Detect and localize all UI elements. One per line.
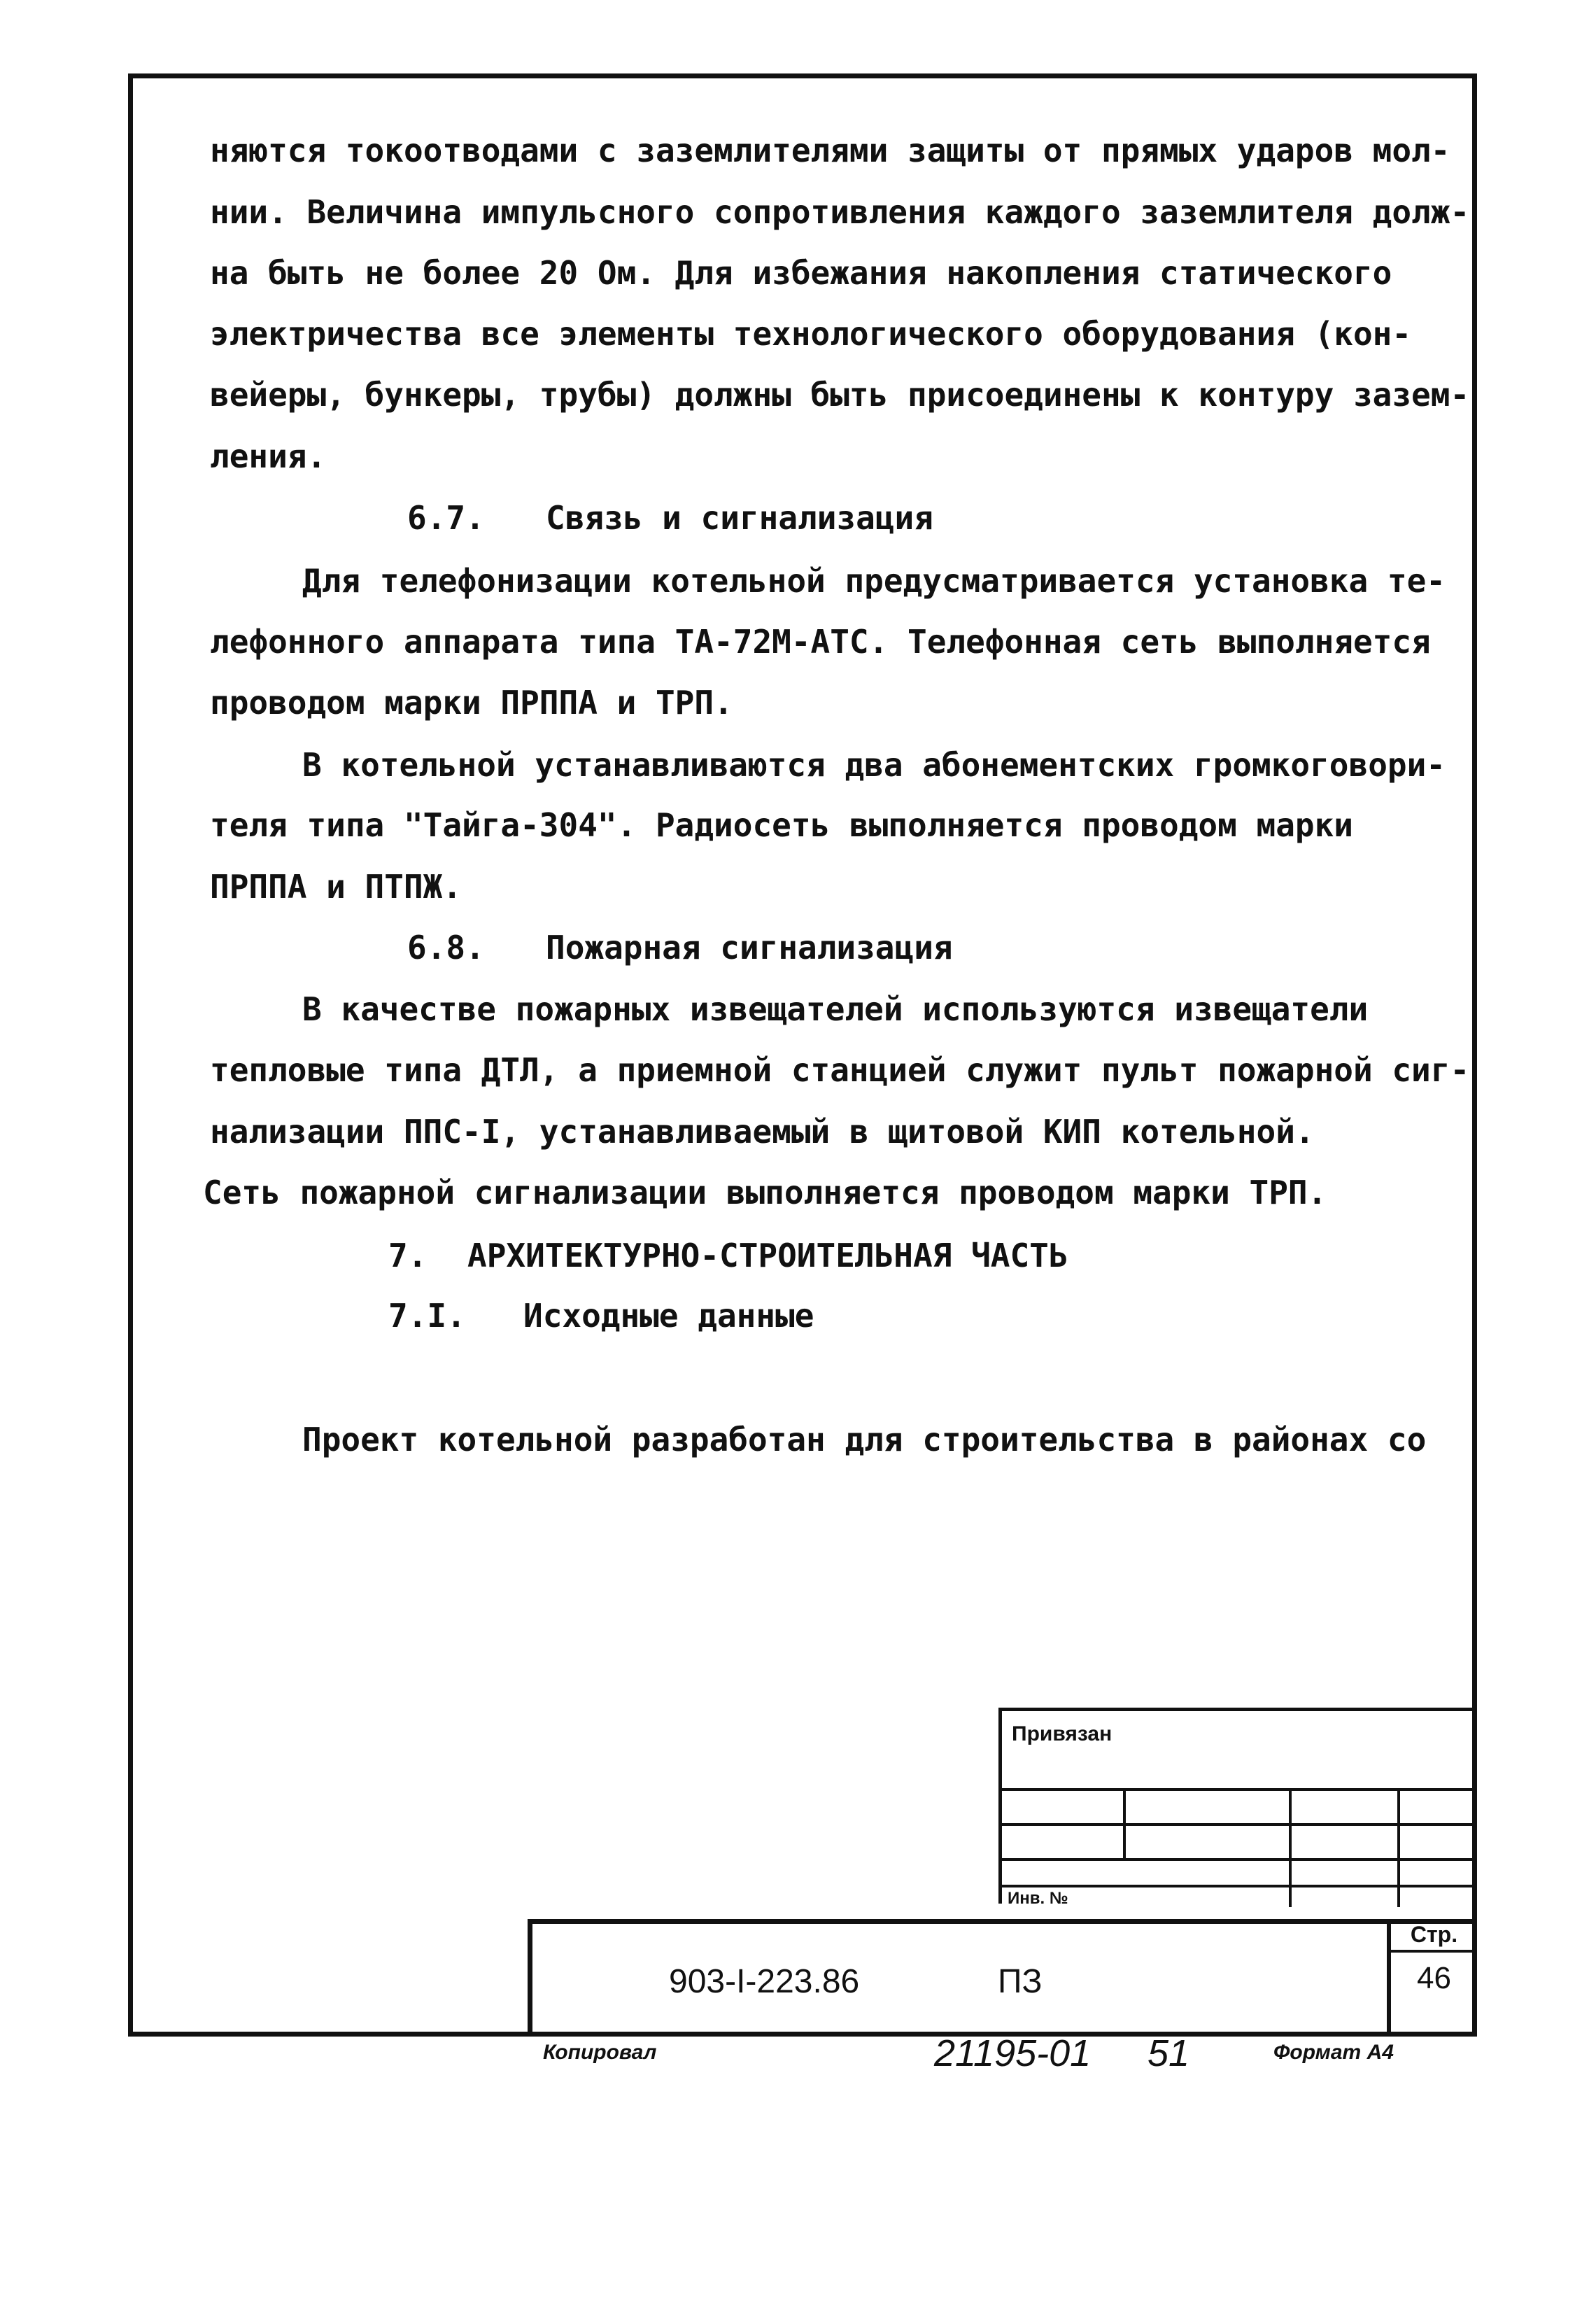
stamp-row-line <box>1002 1885 1477 1887</box>
section-6-7-title: Связь и сигнализация <box>546 499 933 537</box>
page-number-cell <box>1387 1919 1477 2037</box>
section-7-number: 7. <box>388 1237 428 1274</box>
section-6-7-number: 6.7. <box>407 499 485 537</box>
section-6-7-line-3: проводом марки ПРППА и ТРП. <box>210 684 733 722</box>
body-line-4: электричества все элементы технологического оборудования (кон- <box>210 315 1412 353</box>
section-6-7-line-1: Для телефонизации котельной предусматривается установка те- <box>302 562 1446 600</box>
stamp-row-line <box>1002 1823 1477 1826</box>
inventory-number-label: Инв. № <box>1008 1889 1068 1908</box>
title-block <box>528 1919 1477 2037</box>
document-type: ПЗ <box>998 1963 1043 2000</box>
stamp-col-line <box>1397 1788 1400 1907</box>
binding-stamp <box>998 1708 1477 1908</box>
copied-by-label: Копировал <box>543 2041 657 2064</box>
privyazan-label: Привязан <box>1012 1722 1113 1745</box>
section-6-7-line-5: теля типа "Тайга-304". Радиосеть выполняется проводом марки <box>210 806 1353 844</box>
page-label: Стр. <box>1391 1919 1477 1953</box>
section-7-1-line: Проект котельной разработан для строительства в районах со <box>302 1421 1427 1458</box>
stamp-col-line <box>1289 1788 1292 1907</box>
body-line-3: на быть не более 20 Ом. Для избежания накопления статического <box>210 254 1392 292</box>
section-6-7-line-2: лефонного аппарата типа ТА-72М-АТС. Телефонная сеть выполняется <box>210 623 1431 661</box>
sheet-number: 51 <box>1147 2032 1190 2074</box>
body-line-1: няются токоотводами с заземлителями защиты от прямых ударов мол- <box>210 132 1450 169</box>
section-6-8-line-3: нализации ППС-I, устанавливаемый в щитовой КИП котельной. <box>210 1113 1315 1151</box>
section-7-1-title: Исходные данные <box>523 1297 814 1335</box>
section-6-7-line-6: ПРППА и ПТПЖ. <box>210 868 462 906</box>
section-6-8-line-1: В качестве пожарных извещателей используются извещатели <box>302 990 1369 1028</box>
body-line-5: вейеры, бункеры, трубы) должны быть присоединены к контуру зазем- <box>210 376 1470 414</box>
section-6-8-line-4: Сеть пожарной сигнализации выполняется проводом марки ТРП. <box>203 1174 1327 1211</box>
body-line-6: ления. <box>210 437 327 475</box>
order-number: 21195-01 <box>934 2032 1092 2074</box>
section-6-8-number: 6.8. <box>407 929 485 966</box>
section-7-1-number: 7.I. <box>388 1297 466 1335</box>
section-6-7-line-4: В котельной устанавливаются два абонементских громкоговори- <box>302 746 1446 784</box>
page-number: 46 <box>1417 1961 1451 1995</box>
stamp-row-line <box>1002 1858 1477 1861</box>
format-label: Формат А4 <box>1273 2041 1394 2064</box>
body-line-2: нии. Величина импульсного сопротивления каждого заземлителя долж- <box>210 193 1470 231</box>
stamp-row-line <box>1002 1788 1477 1791</box>
section-6-8-line-2: тепловые типа ДТЛ, а приемной станцией служит пульт пожарной сиг- <box>210 1051 1470 1089</box>
stamp-col-line <box>1123 1788 1126 1858</box>
section-6-8-title: Пожарная сигнализация <box>546 929 953 966</box>
document-code: 903-I-223.86 <box>669 1963 860 2000</box>
section-7-title: АРХИТЕКТУРНО-СТРОИТЕЛЬНАЯ ЧАСТЬ <box>467 1237 1068 1274</box>
